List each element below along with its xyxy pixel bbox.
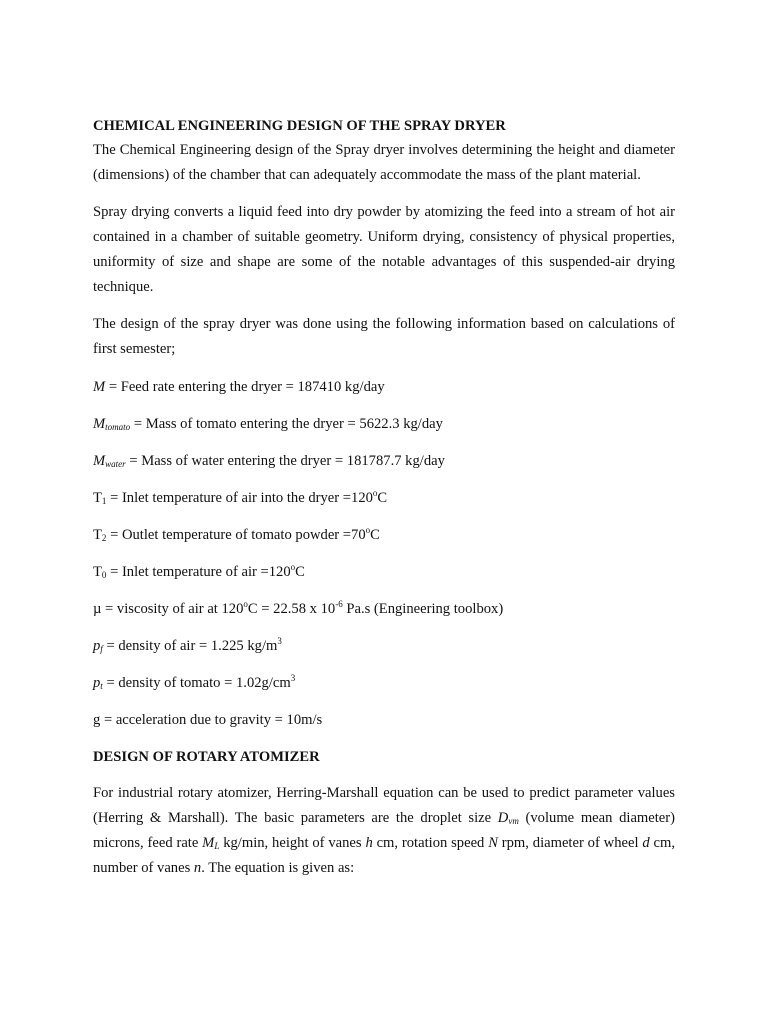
- paragraph-design-info: The design of the spray dryer was done using the following information based on calculations of first semester;: [93, 316, 675, 357]
- paragraph-spray-drying: Spray drying converts a liquid feed into dry powder by atomizing the feed into a stream of hot air contained in a chamber of suitable geometry. Uniform drying, consistency of physical properties, uniformity of size and shape are some of the notable advantages of this suspended-air drying technique.: [93, 204, 675, 295]
- symbol-p-f: p: [93, 638, 101, 654]
- definition-viscosity: µ = viscosity of air at $120^oC = 22.58$ x $10^{-6}$ Pa.s (Engineering toolbox): [93, 599, 504, 617]
- definition-gravity: g = acceleration due to gravity = 10m/s: [93, 712, 323, 728]
- definition-T0: $T_0$ = Inlet temperature of air $=120^oC$: [93, 562, 305, 580]
- paragraph-intro: The Chemical Engineering design of the Spray dryer involves determining the height and diameter (dimensions) of the chamber that can adequately accommodate the mass of the plant material.: [93, 142, 675, 183]
- symbol-N: N: [488, 835, 498, 851]
- page-content: [93, 116, 675, 881]
- symbol-M-tomato: M: [93, 416, 106, 432]
- symbol-n: n: [193, 860, 202, 876]
- definition-mass-tomato: $M_{tomato}$ = Mass of tomato entering the dryer = 5622.3 kg/day: [93, 416, 443, 432]
- definition-density-air: $p_f$ = density of air = 1.225 $kg/m^3$: [93, 636, 282, 654]
- definition-T1: $T_1$ = Inlet temperature of air into the dryer $=120^oC$: [93, 488, 388, 506]
- section-heading-rotary-atomizer: DESIGN OF ROTARY ATOMIZER: [93, 749, 320, 765]
- symbol-M-L: M: [202, 835, 215, 851]
- symbol-D-vm: D: [497, 810, 509, 826]
- symbol-h: h: [365, 835, 373, 851]
- symbol-M-water: M: [93, 453, 106, 469]
- definition-mass-water: $M_{water}$ = Mass of water entering the dryer = 181787.7 kg/day: [93, 453, 445, 469]
- symbol-d: d: [642, 835, 650, 851]
- definition-T2: $T_2$ = Outlet temperature of tomato powder $=70^oC$: [93, 525, 380, 543]
- paragraph-herring-marshall: For industrial rotary atomizer, Herring-Marshall equation can be used to predict parameter values (Herring & Marshall). The basic parameters are the droplet size $D_{vm}$ (volume mean diameter) microns, feed rate $M_L$ kg/min, height of vanes h cm, rotation speed N rpm, diameter of wheel d cm, number of vanes n. The equation is given as:: [93, 785, 676, 876]
- symbol-p-t: p: [93, 675, 101, 691]
- symbol-M: M: [93, 379, 106, 395]
- section-heading-spray-dryer: CHEMICAL ENGINEERING DESIGN OF THE SPRAY DRYER: [93, 118, 506, 134]
- definition-feed-rate: M = Feed rate entering the dryer = 187410 kg/day: [93, 379, 385, 395]
- definition-density-tomato: $p_t$ = density of tomato = $1.02g/cm^3$: [93, 673, 296, 691]
